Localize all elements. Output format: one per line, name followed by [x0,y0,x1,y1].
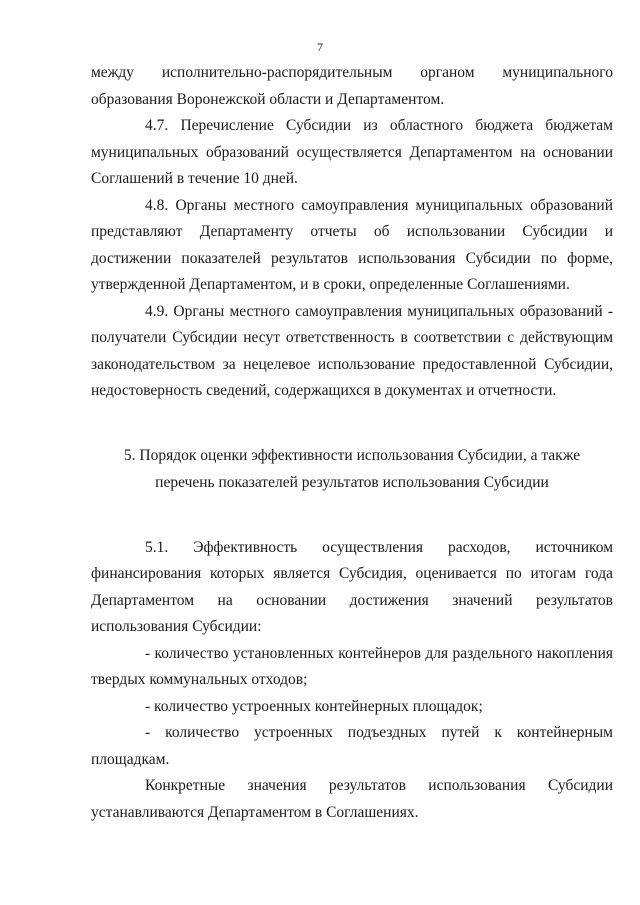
paragraph-4-7: 4.7. Перечисление Субсидии из областного бюджета бюджетам муниципальных образований осуществляется Департаментом на основании Соглашений в течение 10 дней. [91,117,613,187]
spacer [91,405,613,442]
paragraph-values: Конкретные значения результатов использования Субсидии устанавливаются Департаментом в Соглашениях. [91,777,613,821]
paragraph-4-9: 4.9. Органы местного самоуправления муниципальных образований - получатели Субсидии несут ответственность в соответствии с действующим законодательством за нецелевое использование предоставленной Субсидии, недостоверность сведений, содержащихся в документах и отчетности. [91,302,613,399]
list-item-access-roads: - количество устроенных подъездных путей к контейнерным площадкам. [91,724,613,768]
section-heading-line-1: 5. Порядок оценки эффективности использования Субсидии, а также [123,446,581,464]
spacer [91,496,613,535]
list-item-sites: - количество устроенных контейнерных площадок; [145,697,483,715]
paragraph-4-8: 4.8. Органы местного самоуправления муниципальных образований представляют Департаменту отчеты об использовании Субсидии и достижении показателей результатов использования Субсидии по форме, утвержденной Департаментом, и в сроки, определенные Соглашениями. [91,196,613,293]
section-heading [91,442,613,496]
section-heading-line-2: перечень показателей результатов использования Субсидии [155,473,549,491]
document-body [91,60,613,826]
paragraph-5-1: 5.1. Эффективность осуществления расходов, источником финансирования которых является Субсидия, оценивается по итогам года Департаментом на основании достижения значений результатов использования Субсидии: [91,538,613,635]
list-item-containers: - количество установленных контейнеров для раздельного накопления твердых коммунальных отходов; [91,644,613,688]
page-number: 7 [317,40,323,54]
paragraph-continuation: между исполнительно-распорядительным органом муниципального образования Воронежской области и Департаментом. [91,64,613,108]
